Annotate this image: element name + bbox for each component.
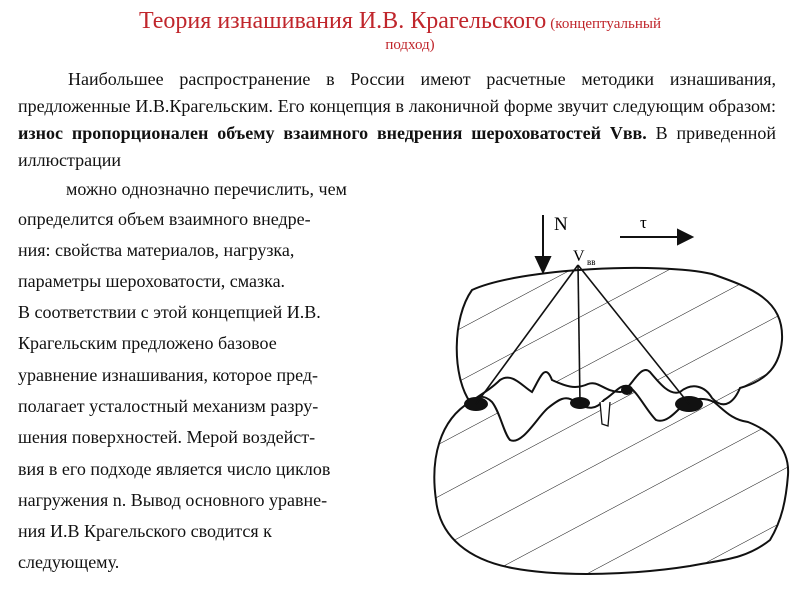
text-line-2: определится объем взаимного внедре- xyxy=(18,209,311,229)
text-line-5: В соответствии с этой концепцией И.В. xyxy=(18,302,321,322)
intro-text-1: Наибольшее распространение в России имеют расчетные методики изнашивания, предложенные И.В.Крагельским. Его концепция в лаконичной форме звучит следующим образом: xyxy=(18,69,776,116)
intro-paragraph xyxy=(18,66,776,174)
slide-title xyxy=(0,6,800,55)
title-sub-part2: подход) xyxy=(385,37,435,53)
upper-body xyxy=(457,268,782,404)
label-v-sub: вв xyxy=(587,257,596,267)
label-v: V xyxy=(573,248,585,265)
text-line-12: ния И.В Крагельского сводится к xyxy=(18,521,272,541)
text-line-8: полагает усталостный механизм разру- xyxy=(18,396,319,416)
contact-spot-3 xyxy=(621,385,633,395)
text-line-9: шения поверхностей. Мерой воздейст- xyxy=(18,427,316,447)
label-tau: τ xyxy=(640,213,647,232)
text-line-3: ния: свойства материалов, нагрузка, xyxy=(18,240,295,260)
label-n: N xyxy=(554,214,568,235)
title-sub-part1: (концептуальный xyxy=(550,16,661,32)
text-line-6: Крагельским предложено базовое xyxy=(18,333,277,353)
text-line-4: параметры шероховатости, смазка. xyxy=(18,271,286,291)
gap-detail xyxy=(600,402,610,426)
lower-body xyxy=(434,386,788,574)
text-line-7: уравнение изнашивания, которое пред- xyxy=(18,365,318,385)
intro-bold-statement: износ пропорционален объему взаимного внедрения шероховатостей Vвв. xyxy=(18,123,647,143)
tangential-force-arrow xyxy=(620,230,692,244)
title-main: Теория изнашивания И.В. Крагельского xyxy=(139,8,547,34)
normal-force-arrow xyxy=(536,215,550,272)
text-line-1: можно однозначно перечислить, чем xyxy=(66,179,347,199)
intro-text-2: В приведенной иллюстрации xyxy=(18,123,776,170)
text-line-13: следующему. xyxy=(18,552,120,572)
asperity-contact-figure xyxy=(420,200,800,590)
text-line-10: вия в его подходе является число циклов xyxy=(18,459,331,479)
text-line-11: нагружения n. Вывод основного уравне- xyxy=(18,490,328,510)
